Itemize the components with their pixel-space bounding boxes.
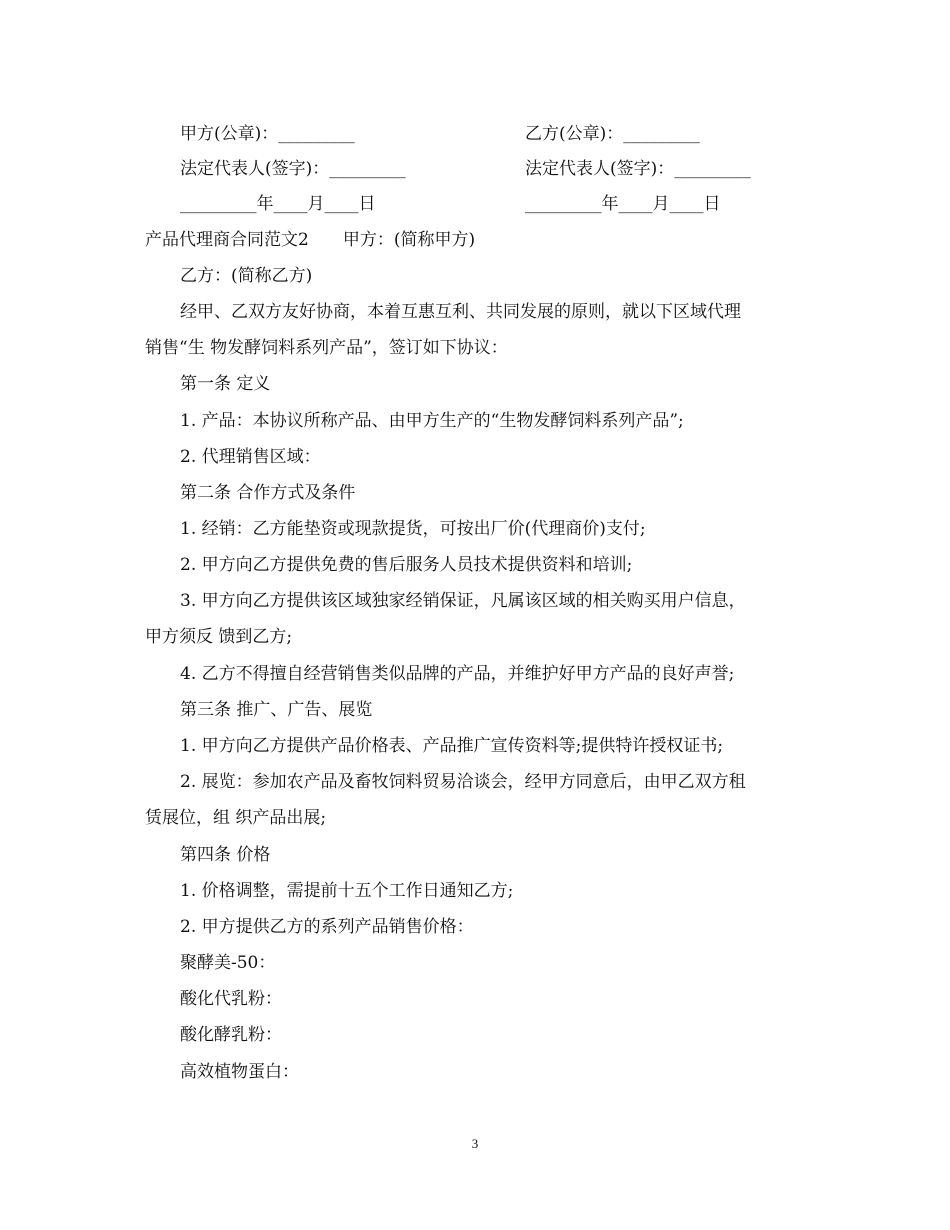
contract-heading: 产品代理商合同范文2 甲方：(简称甲方)	[145, 230, 476, 250]
article-4-item-2: 2. 甲方提供乙方的系列产品销售价格：	[180, 917, 474, 937]
article-2-item-3-cont: 甲方须反 馈到乙方;	[145, 627, 293, 647]
article-4-item-1: 1. 价格调整，需提前十五个工作日通知乙方;	[180, 881, 514, 901]
party-a-date: _________年____月____日	[180, 194, 376, 214]
product-2: 酸化代乳粉：	[180, 989, 282, 1009]
intro-line-2: 销售“生 物发酵饲料系列产品”，签订如下协议：	[145, 338, 508, 358]
article-2-title: 第二条 合作方式及条件	[180, 483, 356, 503]
article-2-item-3: 3. 甲方向乙方提供该区域独家经销保证，凡属该区域的相关购买用户信息，	[180, 591, 746, 611]
article-2-item-4: 4. 乙方不得擅自经营销售类似品牌的产品，并维护好甲方产品的良好声誉;	[180, 664, 735, 684]
article-3-title: 第三条 推广、广告、展览	[180, 700, 373, 720]
article-1-item-1: 1. 产品：本协议所称产品、由甲方生产的“生物发酵饲料系列产品”;	[180, 411, 684, 431]
party-b-representative: 法定代表人(签字)：_________	[525, 159, 751, 179]
product-3: 酸化酵乳粉：	[180, 1025, 282, 1045]
article-1-title: 第一条 定义	[180, 374, 271, 394]
page-number: 3	[471, 1136, 479, 1151]
article-2-item-1: 1. 经销：乙方能垫资或现款提货，可按出厂价(代理商价)支付;	[180, 519, 646, 539]
party-b-date: _________年____月____日	[525, 194, 721, 214]
intro-line-1: 经甲、乙双方友好协商，本着互惠互利、共同发展的原则，就以下区域代理	[180, 302, 741, 322]
party-b-seal: 乙方(公章)：_________	[525, 124, 700, 144]
article-3-item-2-cont: 赁展位，组 织产品出展;	[145, 808, 327, 828]
party-b-line: 乙方：(简称乙方)	[180, 266, 313, 286]
article-3-item-2: 2. 展览：参加农产品及畜牧饲料贸易洽谈会，经甲方同意后，由甲乙双方租	[180, 772, 746, 792]
party-a-seal: 甲方(公章)：_________	[180, 124, 355, 144]
article-2-item-2: 2. 甲方向乙方提供免费的售后服务人员技术提供资料和培训;	[180, 555, 633, 575]
product-4: 高效植物蛋白：	[180, 1062, 299, 1082]
article-4-title: 第四条 价格	[180, 845, 271, 865]
article-3-item-1: 1. 甲方向乙方提供产品价格表、产品推广宣传资料等;提供特许授权证书;	[180, 736, 724, 756]
article-1-item-2: 2. 代理销售区域：	[180, 447, 321, 467]
party-a-representative: 法定代表人(签字)：_________	[180, 159, 406, 179]
product-1: 聚酵美-50：	[180, 953, 276, 973]
